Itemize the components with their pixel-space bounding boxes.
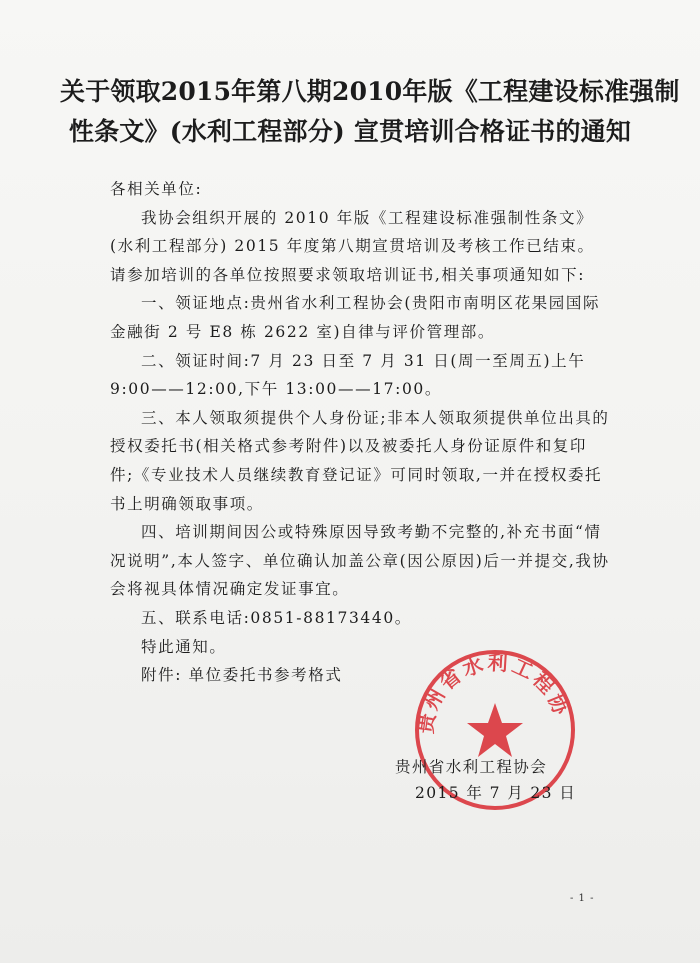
title-line-2: 性条文》(水利工程部分) 宣贯培训合格证书的通知 — [68, 117, 632, 146]
seal-text: 贵州省水利工程协 — [413, 650, 575, 736]
paragraph-requirements: 三、本人领取须提供个人身份证;非本人领取须提供单位出具的授权委托书(相关格式参考附件)以及被委托人身份证原件和复印件;《专业技术人员继续教育登记证》可同时领取,一并在授权委托书上明确领取事项。 — [110, 408, 610, 513]
signature-organization: 贵州省水利工程协会 — [395, 758, 548, 776]
paragraph-time: 二、领证时间:7 月 23 日至 7 月 31 日(周一至周五)上午 9:00——12:00,下午 13:00——17:00。 — [110, 351, 586, 399]
greeting: 各相关单位: — [110, 180, 203, 198]
signature-block — [395, 754, 595, 806]
title-line-1: 关于领取2015年第八期2010年版《工程建设标准强制 — [60, 77, 680, 106]
signature-date: 2015 年 7 月 23 日 — [415, 784, 577, 802]
document-title — [60, 72, 680, 152]
paragraph-location: 一、领证地点:贵州省水利工程协会(贵阳市南明区花果园国际金融街 2 号 E8 栋 2622 室)自律与评价管理部。 — [110, 294, 601, 341]
paragraph-closing: 特此通知。 — [141, 637, 227, 656]
paragraph-intro: 我协会组织开展的 2010 年版《工程建设标准强制性条文》(水利工程部分) 2015 年度第八期宣贯培训及考核工作已结束。请参加培训的各单位按照要求领取培训证书,相关事项通知如下: — [110, 208, 595, 284]
page-number: - 1 - — [570, 893, 595, 904]
paragraph-attachment: 附件: 单位委托书参考格式 — [141, 666, 343, 685]
paragraph-attendance: 四、培训期间因公或特殊原因导致考勤不完整的,补充书面“情况说明”,本人签字、单位确认加盖公章(因公原因)后一并提交,我协会将视具体情况确定发证事宜。 — [110, 523, 610, 599]
star-icon — [467, 703, 523, 757]
document-body — [110, 175, 610, 690]
paragraph-contact: 五、联系电话:0851-88173440。 — [141, 608, 412, 627]
